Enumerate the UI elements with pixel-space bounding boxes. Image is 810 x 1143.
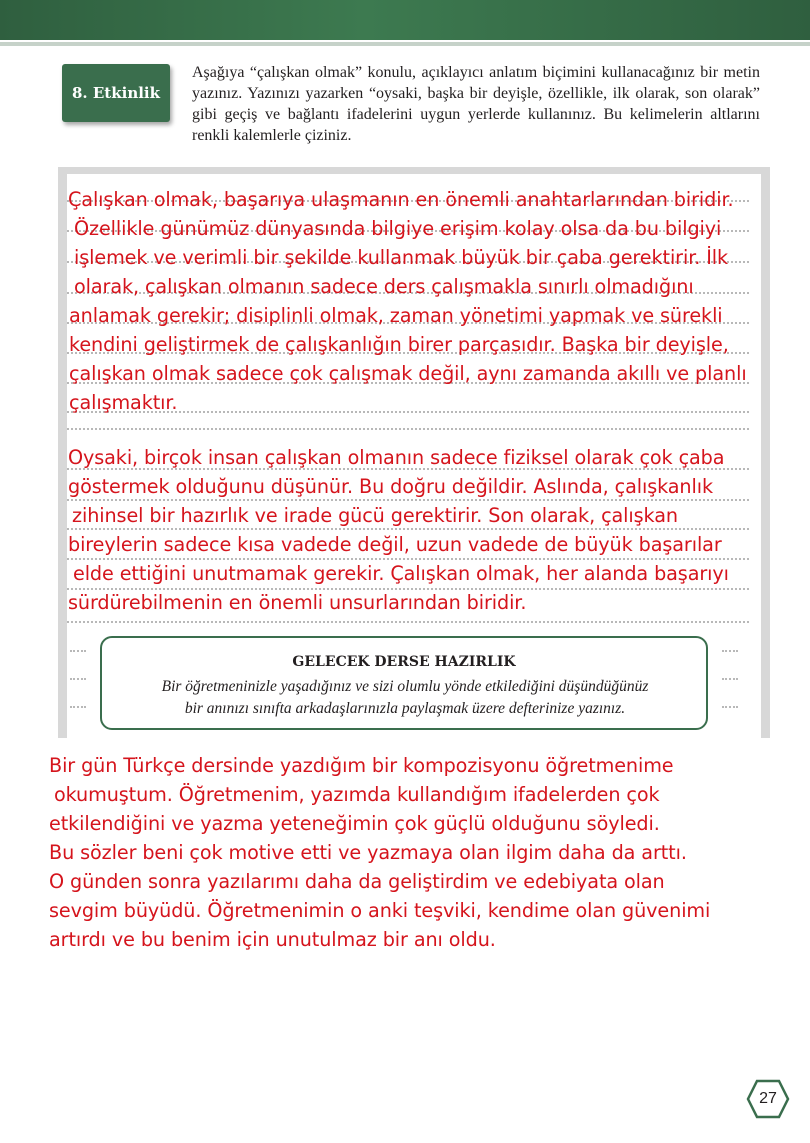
header-divider	[0, 42, 810, 46]
essay-line: Özellikle günümüz dünyasında bilgiye erişim kolay olsa da bu bilgiyi	[74, 217, 722, 240]
essay-line: Çalışkan olmak, başarıya ulaşmanın en önemli anahtarlarından biridir.	[68, 188, 734, 211]
essay-line: elde ettiğini unutmamak gerekir. Çalışkan olmak, her alanda başarıyı	[73, 562, 729, 585]
page-number: 27	[759, 1090, 777, 1107]
essay-line: çalışkan olmak sadece çok çalışmak değil, aynı zamanda akıllı ve planlı	[69, 362, 747, 385]
essay-line: kendini geliştirmek de çalışkanlığın birer parçasıdır. Başka bir deyişle,	[69, 333, 729, 356]
essay-line: zihinsel bir hazırlık ve irade gücü gerektirir. Son olarak, çalışkan	[72, 504, 678, 527]
writing-line-stub	[722, 678, 738, 680]
memory-line: Bu sözler beni çok motive etti ve yazmaya olan ilgim daha da arttı.	[49, 841, 687, 864]
memory-text	[49, 751, 710, 954]
essay-line: sürdürebilmenin en önemli unsurlarından biridir.	[68, 591, 527, 614]
essay-line: olarak, çalışkan olmanın sadece ders çalışmakla sınırlı olmadığını	[74, 275, 694, 298]
memory-line: okumuştum. Öğretmenim, yazımda kullandığım ifadelerden çok	[54, 783, 660, 806]
prep-title: GELECEK DERSE HAZIRLIK	[292, 654, 516, 670]
writing-line-stub	[70, 706, 86, 708]
essay-paragraph-1	[68, 185, 747, 417]
essay-line: anlamak gerekir; disiplinli olmak, zaman yönetimi yapmak ve sürekli	[69, 304, 723, 327]
writing-line-stub	[70, 650, 86, 652]
writing-line-stub	[722, 650, 738, 652]
prep-instructions	[122, 676, 688, 720]
memory-line: artırdı ve bu benim için unutulmaz bir anı oldu.	[49, 928, 496, 951]
essay-line: göstermek olduğunu düşünür. Bu doğru değildir. Aslında, çalışkanlık	[68, 475, 713, 498]
memory-line: sevgim büyüdü. Öğretmenimin o anki teşviki, kendime olan güvenimi	[49, 899, 711, 922]
next-lesson-prep-box	[100, 636, 708, 730]
memory-line: etkilendiğini ve yazma yeteneğimin çok güçlü olduğunu söyledi.	[49, 812, 660, 835]
essay-line: işlemek ve verimli bir şekilde kullanmak büyük bir çaba gerektirir. İlk	[74, 246, 729, 269]
prep-line: Bir öğretmeninizle yaşadığınız ve sizi olumlu yönde etkilediğini düşündüğünüz	[161, 678, 649, 695]
essay-line: Oysaki, birçok insan çalışkan olmanın sadece fiziksel olarak çok çaba	[68, 446, 725, 469]
page-number-badge	[746, 1079, 790, 1119]
top-header-band	[0, 0, 810, 40]
memory-line: O günden sonra yazılarımı daha da geliştirdim ve edebiyata olan	[49, 870, 665, 893]
writing-line-stub	[722, 706, 738, 708]
activity-badge-label: 8. Etkinlik	[71, 84, 161, 102]
memory-line: Bir gün Türkçe dersinde yazdığım bir kompozisyonu öğretmenime	[49, 754, 674, 777]
prep-line: bir anınızı sınıfta arkadaşlarınızla paylaşmak üzere defterinize yazınız.	[184, 700, 626, 717]
writing-line	[67, 621, 749, 623]
essay-line: çalışmaktır.	[69, 391, 178, 414]
writing-line	[67, 428, 749, 430]
activity-instructions: Aşağıya “çalışkan olmak” konulu, açıklayıcı anlatım biçimini kullanacağınız bir metin yazınız. Yazınızı yazarken “oysaki, başka bir deyişle, özellikle, ilk olarak, son olarak” gibi geçiş ve bağlantı ifadelerini uygun yerlerde kullanınız. Bu kelimelerin altlarını renkli kalemlerle çiziniz.	[192, 64, 760, 144]
activity-badge	[62, 64, 170, 122]
writing-line-stub	[70, 678, 86, 680]
essay-line: bireylerin sadece kısa vadede değil, uzun vadede de büyük başarılar	[68, 533, 722, 556]
essay-paragraph-2	[68, 443, 729, 617]
